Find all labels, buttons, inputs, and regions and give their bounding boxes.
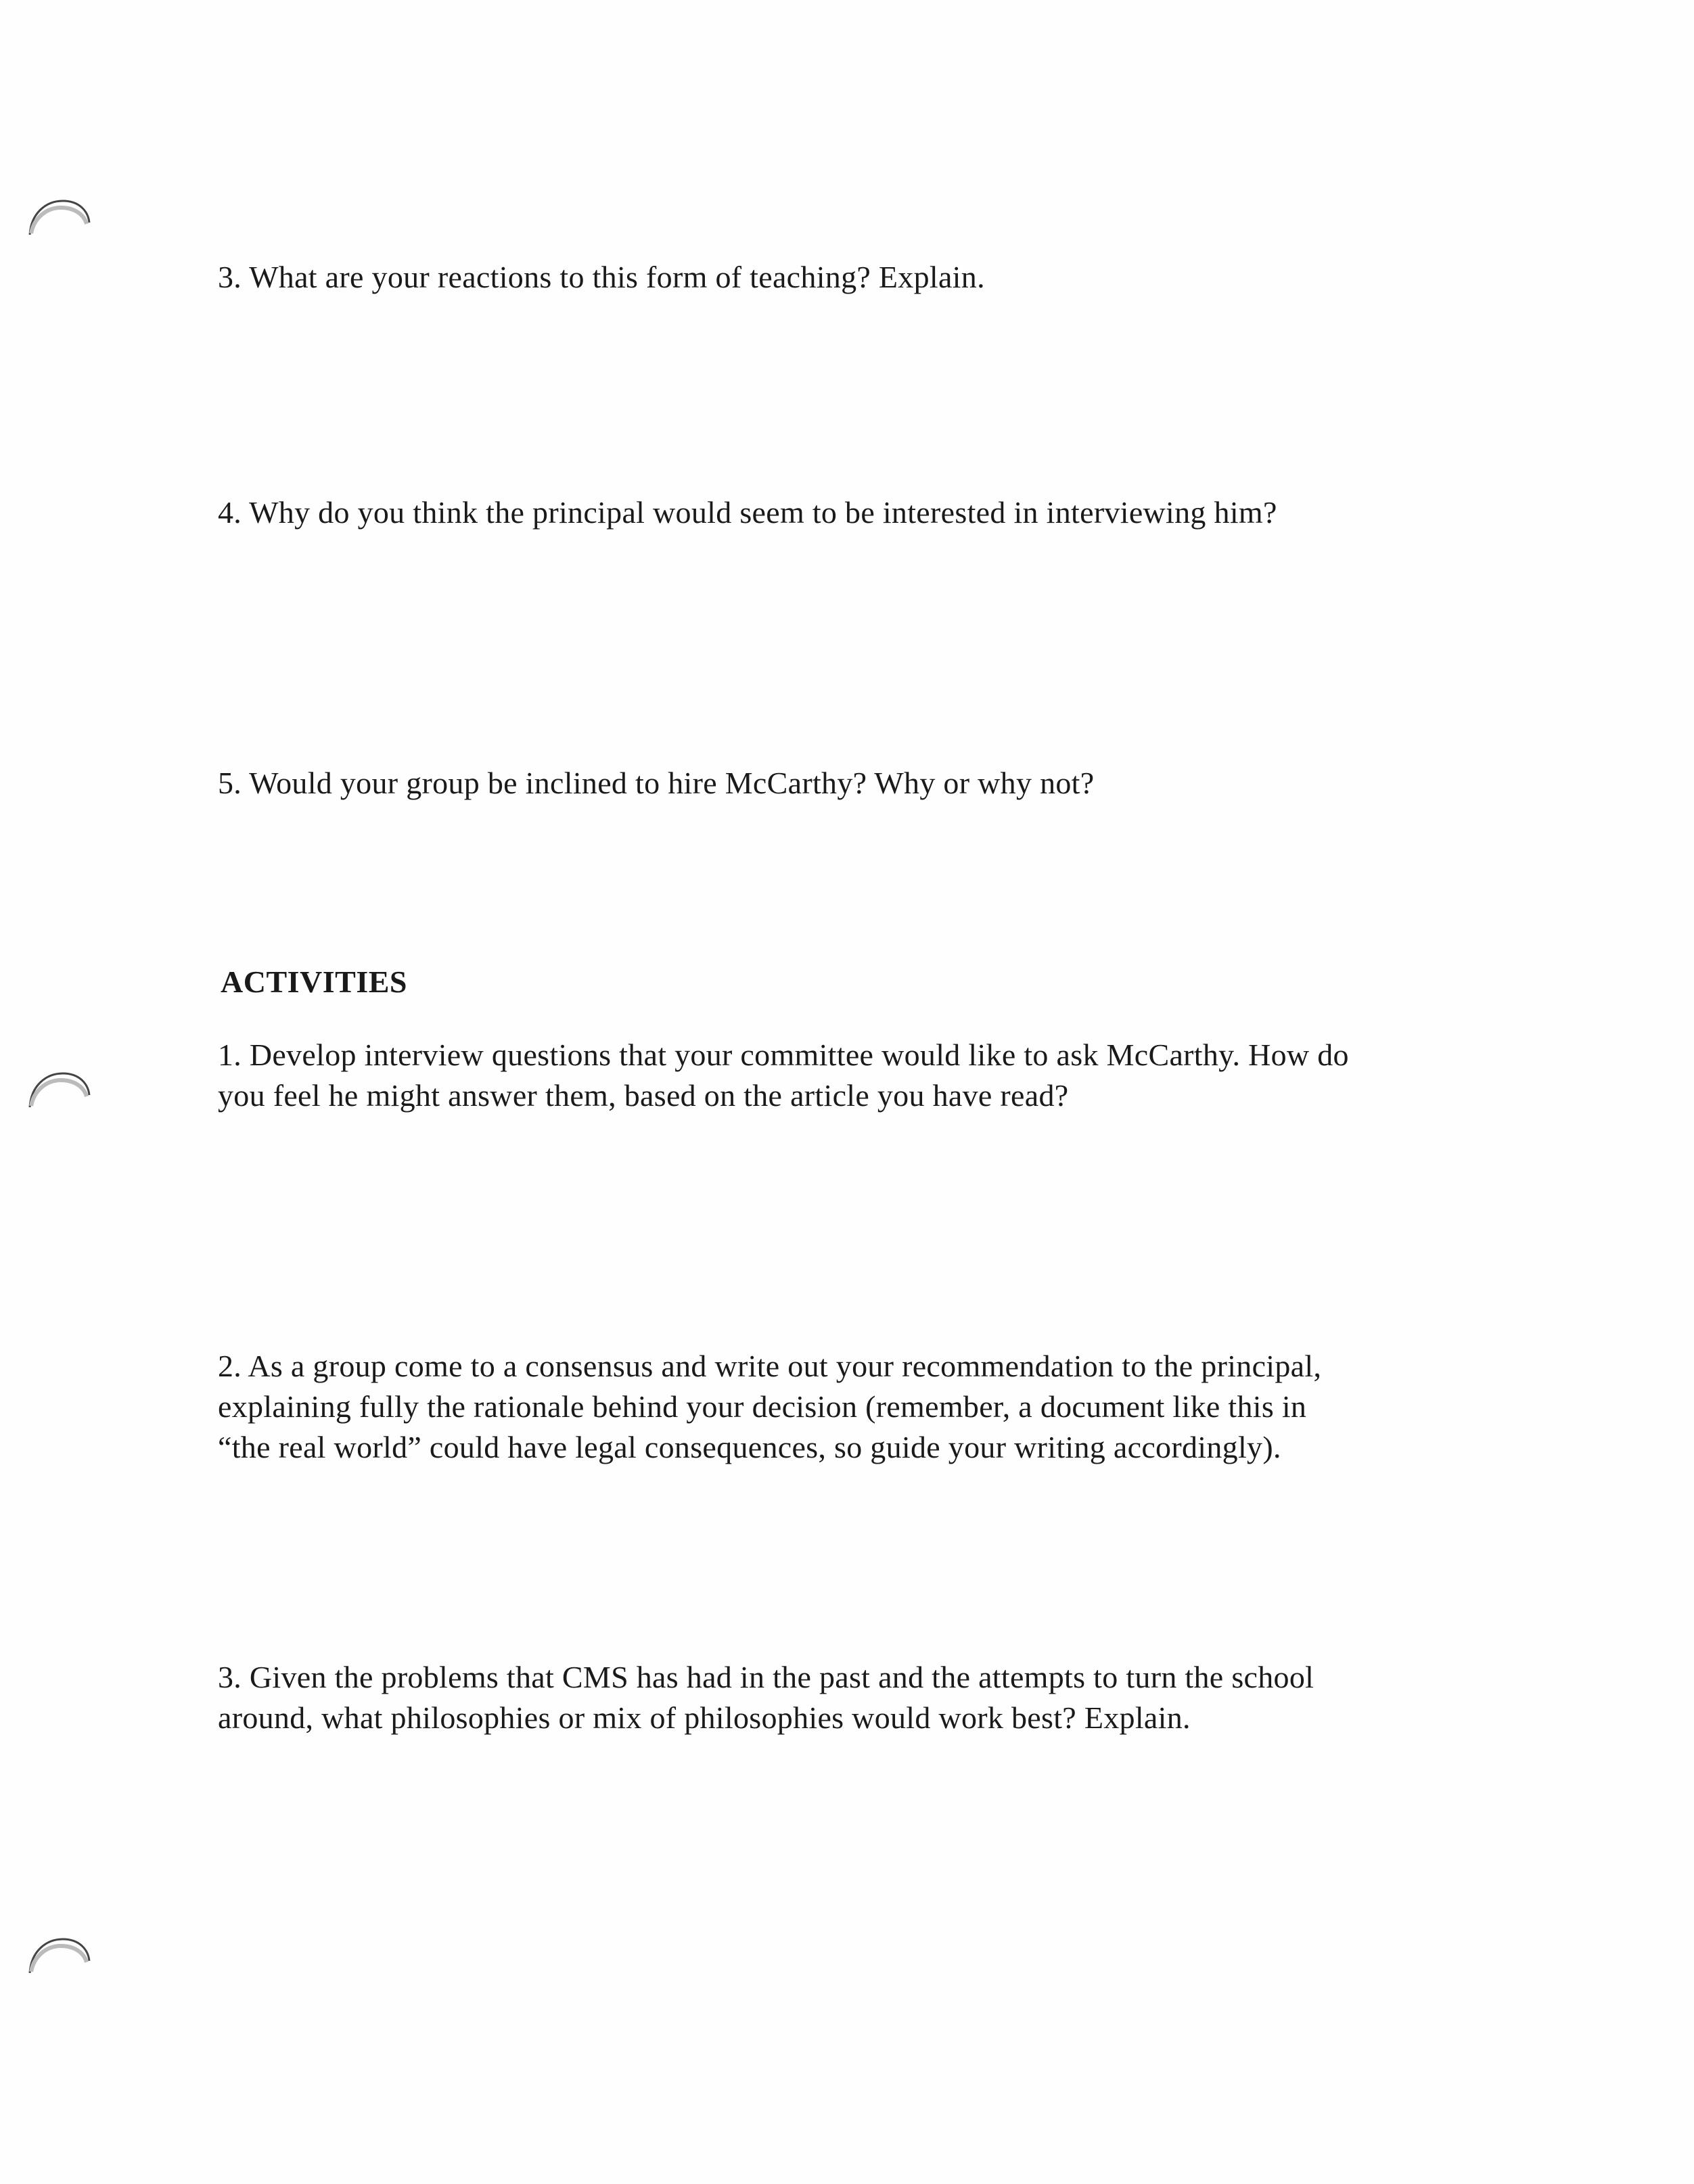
activity-3 [218,1657,1314,1738]
activity-2 [218,1346,1321,1468]
activity-1-line: you feel he might answer them, based on the article you have read? [218,1078,1069,1113]
question-3: 3. What are your reactions to this form of teaching? Explain. [218,260,985,294]
punch-hole-icon [26,1931,93,1985]
activity-2-line: “the real world” could have legal consequences, so guide your writing accordingly). [218,1430,1281,1464]
question-5: 5. Would your group be inclined to hire McCarthy? Why or why not? [218,766,1095,800]
activity-2-line: 2. As a group come to a consensus and write out your recommendation to the principal, [218,1349,1322,1383]
activity-1-line: 1. Develop interview questions that your committee would like to ask McCarthy. How do [218,1038,1349,1072]
punch-hole-icon [26,193,93,247]
activities-heading: ACTIVITIES [221,965,407,999]
activity-1 [218,1035,1349,1116]
activity-2-line: explaining fully the rationale behind your decision (remember, a document like this in [218,1389,1307,1424]
activity-3-line: 3. Given the problems that CMS has had in the past and the attempts to turn the school [218,1660,1314,1694]
question-4: 4. Why do you think the principal would seem to be interested in interviewing him? [218,495,1277,530]
activity-3-line: around, what philosophies or mix of philosophies would work best? Explain. [218,1700,1191,1735]
punch-hole-icon [26,1065,93,1119]
